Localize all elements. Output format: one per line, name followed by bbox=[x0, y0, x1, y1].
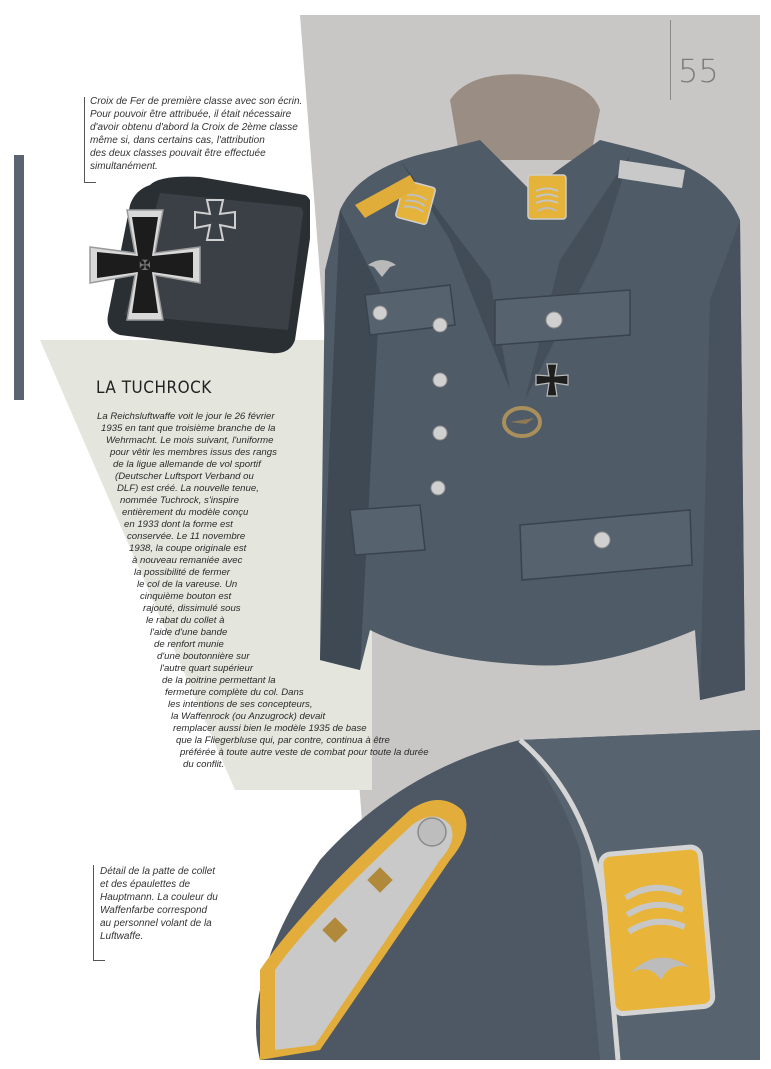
article-line: la Waffenrock (ou Anzugrock) devait bbox=[171, 711, 326, 722]
article-line: les intentions de ses concepteurs, bbox=[168, 699, 313, 710]
article-title: LA TUCHROCK bbox=[96, 378, 212, 398]
article-line: Wehrmacht. Le mois suivant, l'uniforme bbox=[106, 435, 274, 446]
article-line: que la Fliegerbluse qui, par contre, continua à être bbox=[176, 735, 390, 746]
article-line: le col de la vareuse. Un bbox=[137, 579, 238, 590]
article-line: DLF) est créé. La nouvelle tenue, bbox=[117, 483, 259, 494]
iron-cross-caption: Croix de Fer de première classe avec son écrin. Pour pouvoir être attribuée, il était nécessaire d'avoir obtenu d'abord la Croix de 2ème classe même si, dans certains cas, l'attribution des deux classes pouvait être effectuée simultanément. bbox=[90, 96, 303, 172]
svg-text:✠: ✠ bbox=[139, 258, 151, 274]
article-line: La Reichsluftwaffe voit le jour le 26 février bbox=[97, 411, 275, 422]
caption-bracket bbox=[93, 865, 94, 960]
article-line: nommée Tuchrock, s'inspire bbox=[120, 495, 239, 506]
collar-detail-caption: Détail de la patte de collet et des épaulettes de Hauptmann. La couleur du Waffenfarbe correspond au personnel volant de la Luftwaffe. bbox=[100, 866, 218, 942]
page-number: 55 bbox=[678, 52, 719, 90]
article-line: de la ligue allemande de vol sportif bbox=[113, 459, 261, 470]
article-line: en 1933 dont la forme est bbox=[124, 519, 233, 530]
article-line: entièrement du modèle conçu bbox=[122, 507, 249, 518]
collar-tab-right bbox=[528, 175, 566, 219]
iron-cross-case-photo bbox=[80, 165, 310, 360]
collar-tab-detail bbox=[600, 846, 714, 1014]
article-line: conservée. Le 11 novembre bbox=[127, 531, 246, 542]
caption-bracket bbox=[84, 97, 85, 182]
article-line: de la poitrine permettant la bbox=[162, 675, 276, 686]
article-line: fermeture complète du col. Dans bbox=[165, 687, 304, 698]
collar-detail-photo bbox=[200, 730, 760, 1060]
article-line: de renfort munie bbox=[154, 639, 224, 650]
caption-bracket bbox=[93, 960, 105, 961]
article-line: l'aide d'une bande bbox=[150, 627, 228, 638]
article-line: (Deutscher Luftsport Verband ou bbox=[115, 471, 254, 482]
article-line: du conflit. bbox=[183, 759, 225, 770]
article-line: préférée à toute autre veste de combat pour toute la durée bbox=[180, 747, 429, 758]
article-line: pour vêtir les membres issus des rangs bbox=[110, 447, 277, 458]
article-line: le rabat du collet à bbox=[146, 615, 225, 626]
article-line: d'une boutonnière sur bbox=[157, 651, 250, 662]
article-line: remplacer aussi bien le modèle 1935 de base bbox=[173, 723, 367, 734]
caption-bracket bbox=[84, 182, 96, 183]
edge-fabric-strip bbox=[14, 155, 24, 400]
article-line: 1938, la coupe originale est bbox=[129, 543, 247, 554]
article-line: cinquième bouton est bbox=[140, 591, 232, 602]
article-line: la possibilité de fermer bbox=[134, 567, 230, 578]
luftwaffe-tuchrock-jacket-photo bbox=[300, 70, 760, 750]
article-line: rajouté, dissimulé sous bbox=[143, 603, 241, 614]
article-line: à nouveau remaniée avec bbox=[132, 555, 243, 566]
article-line: 1935 en tant que troisième branche de la bbox=[101, 423, 276, 434]
article-line: l'autre quart supérieur bbox=[160, 663, 254, 674]
